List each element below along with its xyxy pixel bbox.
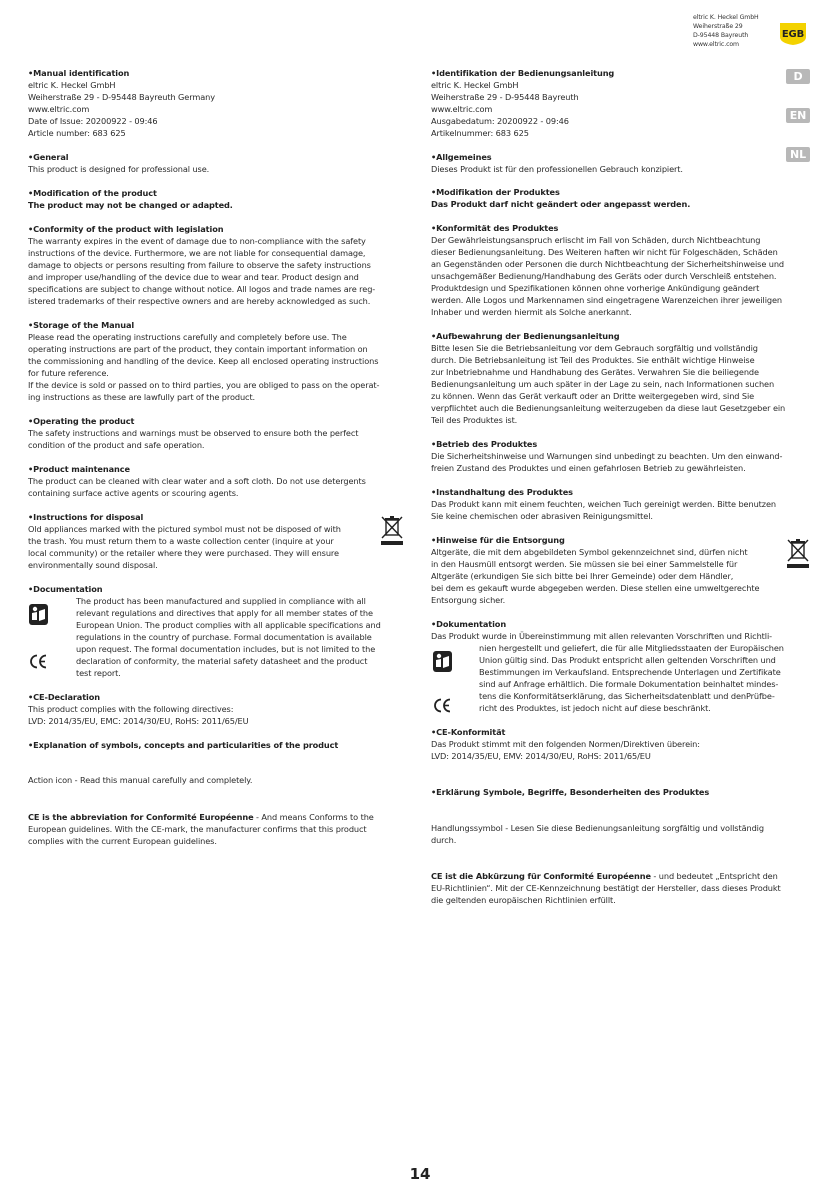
section-heading: •Modification of the product bbox=[28, 188, 157, 198]
weee-crossed-bin-icon bbox=[786, 537, 810, 569]
text-line: Handlungssymbol - Lesen Sie diese Bedienungsanleitung sorgfältig und vollständig bbox=[431, 823, 764, 833]
section-heading: •Hinweise für die Entsorgung bbox=[431, 535, 565, 545]
text-line: eltric K. Heckel GmbH bbox=[28, 80, 116, 90]
en-disposal bbox=[28, 511, 410, 571]
ce-abbrev-bold: CE ist die Abkürzung für Conformité Européenne bbox=[431, 871, 651, 881]
text-line: complies with the current European guidelines. bbox=[28, 836, 217, 846]
de-storage bbox=[431, 330, 811, 426]
text-line: The product may not be changed or adapted. bbox=[28, 200, 233, 210]
text-line: local community) or the retailer where they were purchased. They will ensure bbox=[28, 548, 339, 558]
company-line: Weiherstraße 29 bbox=[693, 23, 743, 30]
text-line: www.eltric.com bbox=[431, 104, 493, 114]
text-line: This product is designed for professional use. bbox=[28, 164, 210, 174]
text-line: Weiherstraße 29 - D-95448 Bayreuth Germany bbox=[28, 92, 215, 102]
section-heading: •Explanation of symbols, concepts and particularities of the product bbox=[28, 740, 339, 750]
text-line: Bestimmungen im Verkaufsland. Entsprechende Unterlagen und Zertifikate bbox=[479, 667, 781, 677]
company-line: eltric K. Heckel GmbH bbox=[693, 14, 759, 21]
text-line: durch. bbox=[431, 835, 457, 845]
text-line: Das Produkt wurde in Übereinstimmung mit allen relevanten Vorschriften und Richtli- bbox=[431, 631, 772, 641]
text-line: Altgeräte (erkundigen Sie sich bitte bei Ihrer Gemeinde) oder dem Händler, bbox=[431, 571, 734, 581]
section-heading: •Manual identification bbox=[28, 68, 130, 78]
text-line: Ausgabedatum: 20200922 - 09:46 bbox=[431, 116, 569, 126]
text-line: relevant regulations and directives that apply for all member states of the bbox=[76, 608, 373, 618]
egb-logo bbox=[777, 20, 809, 46]
de-explanation bbox=[431, 786, 811, 798]
ce-abbrev-rest: - And means Conforms to the bbox=[253, 812, 374, 822]
text-line: Article number: 683 625 bbox=[28, 128, 126, 138]
text-line: Date of Issue: 20200922 - 09:46 bbox=[28, 116, 158, 126]
text-line: in den Hausmüll entsorgt werden. Sie müssen sie bei einer Sammelstelle für bbox=[431, 559, 738, 569]
ce-mark-icon bbox=[29, 653, 48, 670]
de-manual-identification bbox=[431, 67, 811, 139]
en-ce-abbreviation bbox=[28, 811, 410, 847]
text-line: Sie keine chemischen oder abrasiven Reinigungsmittel. bbox=[431, 511, 653, 521]
text-line: containing surface active agents or scouring agents. bbox=[28, 488, 239, 498]
text-line: unsachgemäßer Bedienung/Handhabung des Geräts oder durch Verschleiß entstehen. bbox=[431, 271, 777, 281]
text-line: declaration of conformity, the material safety datasheet and the product bbox=[76, 656, 368, 666]
text-line: European Union. The product complies with all applicable specifications and bbox=[76, 620, 381, 630]
de-conformity bbox=[431, 222, 811, 318]
text-line: Weiherstraße 29 - D-95448 Bayreuth bbox=[431, 92, 579, 102]
section-heading: •General bbox=[28, 152, 69, 162]
de-documentation-body bbox=[479, 642, 811, 714]
text-line: LVD: 2014/35/EU, EMC: 2014/30/EU, RoHS: 2011/65/EU bbox=[28, 716, 249, 726]
text-line: Bedienungsanleitung um auch später in der Lage zu sein, nach Informationen suchen bbox=[431, 379, 775, 389]
company-line: www.eltric.com bbox=[693, 41, 739, 48]
text-line: If the device is sold or passed on to third parties, you are obliged to pass on the operat- bbox=[28, 380, 380, 390]
en-storage bbox=[28, 319, 410, 403]
text-line: Inhaber und werden hiermit als Solche anerkannt. bbox=[431, 307, 632, 317]
de-operating bbox=[431, 438, 811, 474]
de-maintenance bbox=[431, 486, 811, 522]
text-line: tens die Konformitätserklärung, das Sicherheitsdatenblatt und denPrüfbe- bbox=[479, 691, 775, 701]
de-action-icon-text bbox=[431, 822, 811, 846]
text-line: bei dem es gekauft wurde abgegeben werden. Diese stellen eine umweltgerechte bbox=[431, 583, 760, 593]
de-modification bbox=[431, 186, 811, 210]
section-heading: •Dokumentation bbox=[431, 619, 507, 629]
text-line: regulations in the country of purchase. Formal documentation is available bbox=[76, 632, 372, 642]
text-line: die geltenden europäischen Richtlinien erfüllt. bbox=[431, 895, 616, 905]
text-line: damage to objects or persons resulting from failure to observe the safety instructions bbox=[28, 260, 371, 270]
text-line: Das Produkt stimmt mit den folgenden Normen/Direktiven überein: bbox=[431, 739, 700, 749]
text-line: and improper use/handling of the device due to wear and tear. Product design and bbox=[28, 272, 359, 282]
language-tab-nl: NL bbox=[786, 147, 810, 162]
read-manual-icon bbox=[29, 604, 48, 625]
text-line: richt des Produktes, ist jedoch nicht auf diese beschränkt. bbox=[479, 703, 711, 713]
ce-mark-icon bbox=[433, 697, 452, 714]
en-documentation bbox=[28, 583, 410, 595]
text-line: verpflichtet auch die Bedienungsanleitung weiterzugeben da diese laut Gesetzgeber ein bbox=[431, 403, 786, 413]
text-line: werden. Alle Logos und Markennamen sind eingetragene Warenzeichen ihrer jeweiligen bbox=[431, 295, 782, 305]
text-line: operating instructions are part of the product, they contain important information on bbox=[28, 344, 368, 354]
text-line: The product has been manufactured and supplied in compliance with all bbox=[76, 596, 366, 606]
en-conformity bbox=[28, 223, 410, 307]
text-line: Please read the operating instructions carefully and completely before use. The bbox=[28, 332, 347, 342]
section-heading: •Product maintenance bbox=[28, 464, 130, 474]
text-line: specifications are subject to change without notice. All logos and trade names are reg- bbox=[28, 284, 376, 294]
text-line: an Gegenständen oder Personen die durch Nichtbeachtung der Sicherheitshinweise und bbox=[431, 259, 785, 269]
text-line: Altgeräte, die mit dem abgebildeten Symbol gekennzeichnet sind, dürfen nicht bbox=[431, 547, 748, 557]
section-heading: •Conformity of the product with legislation bbox=[28, 224, 224, 234]
text-line: ing instructions as these are lawfully part of the product. bbox=[28, 392, 256, 402]
text-line: zu können. Wenn das Gerät verkauft oder an Dritte weitergegeben wird, sind Sie bbox=[431, 391, 755, 401]
text-line: Die Sicherheitshinweise und Warnungen sind unbedingt zu beachten. Um den einwand- bbox=[431, 451, 783, 461]
language-tab-en: EN bbox=[786, 108, 810, 123]
text-line: Der Gewährleistungsanspruch erlischt im Fall von Schäden, durch Nichtbeachtung bbox=[431, 235, 761, 245]
text-line: instructions of the device. Furthermore, we are not liable for consequential damage, bbox=[28, 248, 366, 258]
text-line: EU-Richtlinien“. Mit der CE-Kennzeichnung bestätigt der Hersteller, dass dieses Produkt bbox=[431, 883, 781, 893]
text-line: Old appliances marked with the pictured symbol must not be disposed of with bbox=[28, 524, 341, 534]
text-line: freien Zustand des Produktes und einen gefahrlosen Betrieb zu gewährleisten. bbox=[431, 463, 746, 473]
en-action-icon-text: Action icon - Read this manual carefully and completely. bbox=[28, 775, 253, 785]
text-line: Das Produkt darf nicht geändert oder angepasst werden. bbox=[431, 199, 691, 209]
text-line: Bitte lesen Sie die Betriebsanleitung vor dem Gebrauch sorgfältig und vollständig bbox=[431, 343, 758, 353]
read-manual-icon bbox=[433, 651, 452, 672]
text-line: condition of the product and safe operation. bbox=[28, 440, 205, 450]
text-line: The product can be cleaned with clear water and a soft cloth. Do not use detergents bbox=[28, 476, 366, 486]
de-ce-declaration bbox=[431, 726, 811, 762]
text-line: Dieses Produkt ist für den professionellen Gebrauch konzipiert. bbox=[431, 164, 683, 174]
section-heading: •Erklärung Symbole, Begriffe, Besonderheiten des Produktes bbox=[431, 787, 710, 797]
text-line: dieser Bedienungsanleitung. Des Weiteren haften wir nicht für Folgeschäden, Schäden bbox=[431, 247, 778, 257]
text-line: istered trademarks of their respective owners and are hereby acknowledged as such. bbox=[28, 296, 371, 306]
text-line: Union gültig sind. Das Produkt entspricht allen geltenden Vorschriften und bbox=[479, 655, 776, 665]
de-ce-abbreviation bbox=[431, 870, 811, 906]
section-heading: •Betrieb des Produktes bbox=[431, 439, 538, 449]
text-line: for future reference. bbox=[28, 368, 109, 378]
text-line: The safety instructions and warnings must be observed to ensure both the perfect bbox=[28, 428, 359, 438]
language-tab-d: D bbox=[786, 69, 810, 84]
en-operating bbox=[28, 415, 410, 451]
text-line: zur Inbetriebnahme und Handhabung des Gerätes. Verwahren Sie die beiliegende bbox=[431, 367, 759, 377]
text-line: Entsorgung sicher. bbox=[431, 595, 506, 605]
de-general bbox=[431, 151, 811, 175]
section-heading: •Identifikation der Bedienungsanleitung bbox=[431, 68, 615, 78]
de-documentation bbox=[431, 618, 811, 642]
section-heading: •Documentation bbox=[28, 584, 103, 594]
section-heading: •Allgemeines bbox=[431, 152, 492, 162]
text-line: the trash. You must return them to a waste collection center (inquire at your bbox=[28, 536, 334, 546]
section-heading: •CE-Declaration bbox=[28, 692, 101, 702]
company-line: D-95448 Bayreuth bbox=[693, 32, 749, 39]
en-general bbox=[28, 151, 410, 175]
text-line: Produktdesign und Spezifikationen können ohne vorherige Ankündigung geändert bbox=[431, 283, 760, 293]
section-heading: •Instandhaltung des Produktes bbox=[431, 487, 573, 497]
text-line: Teil des Produktes ist. bbox=[431, 415, 518, 425]
text-line: Artikelnummer: 683 625 bbox=[431, 128, 529, 138]
section-heading: •CE-Konformität bbox=[431, 727, 506, 737]
text-line: Das Produkt kann mit einem feuchten, weichen Tuch gereinigt werden. Bitte benutzen bbox=[431, 499, 776, 509]
company-address-block bbox=[693, 13, 759, 49]
logo-text: EGB bbox=[781, 29, 805, 40]
weee-crossed-bin-icon bbox=[380, 514, 404, 546]
text-line: the commissioning and handling of the device. Keep all enclosed operating instructions bbox=[28, 356, 379, 366]
section-heading: •Konformität des Produktes bbox=[431, 223, 559, 233]
text-line: environmentally sound disposal. bbox=[28, 560, 158, 570]
ce-abbrev-rest: - und bedeutet „Entspricht den bbox=[650, 871, 778, 881]
text-line: sind auf Anfrage erhältlich. Die formale Dokumentation beinhaltet mindes- bbox=[479, 679, 779, 689]
ce-abbrev-bold: CE is the abbreviation for Conformité Européenne bbox=[28, 812, 254, 822]
text-line: LVD: 2014/35/EU, EMV: 2014/30/EU, RoHS: 2011/65/EU bbox=[431, 751, 651, 761]
text-line: eltric K. Heckel GmbH bbox=[431, 80, 519, 90]
text-line: The warranty expires in the event of damage due to non-compliance with the safety bbox=[28, 236, 366, 246]
section-heading: •Aufbewahrung der Bedienungsanleitung bbox=[431, 331, 620, 341]
en-documentation-body bbox=[76, 595, 406, 679]
text-line: test report. bbox=[76, 668, 121, 678]
section-heading: •Operating the product bbox=[28, 416, 135, 426]
section-heading: •Modifikation der Produktes bbox=[431, 187, 560, 197]
en-modification bbox=[28, 187, 410, 211]
en-explanation bbox=[28, 739, 410, 751]
text-line: upon request. The formal documentation includes, but is not limited to the bbox=[76, 644, 376, 654]
section-heading: •Storage of the Manual bbox=[28, 320, 135, 330]
en-ce-declaration bbox=[28, 691, 410, 727]
page-number: 14 bbox=[409, 1165, 431, 1183]
text-line: durch. Die Betriebsanleitung ist Teil des Produktes. Sie enthält wichtige Hinweise bbox=[431, 355, 755, 365]
text-line: This product complies with the following directives: bbox=[28, 704, 234, 714]
section-heading: •Instructions for disposal bbox=[28, 512, 144, 522]
en-manual-identification bbox=[28, 67, 410, 139]
text-line: nien hergestellt und geliefert, die für alle Mitgliedsstaaten der Europäischen bbox=[479, 643, 784, 653]
de-disposal bbox=[431, 534, 811, 606]
text-line: European guidelines. With the CE-mark, the manufacturer confirms that this product bbox=[28, 824, 367, 834]
text-line: www.eltric.com bbox=[28, 104, 90, 114]
en-maintenance bbox=[28, 463, 410, 499]
